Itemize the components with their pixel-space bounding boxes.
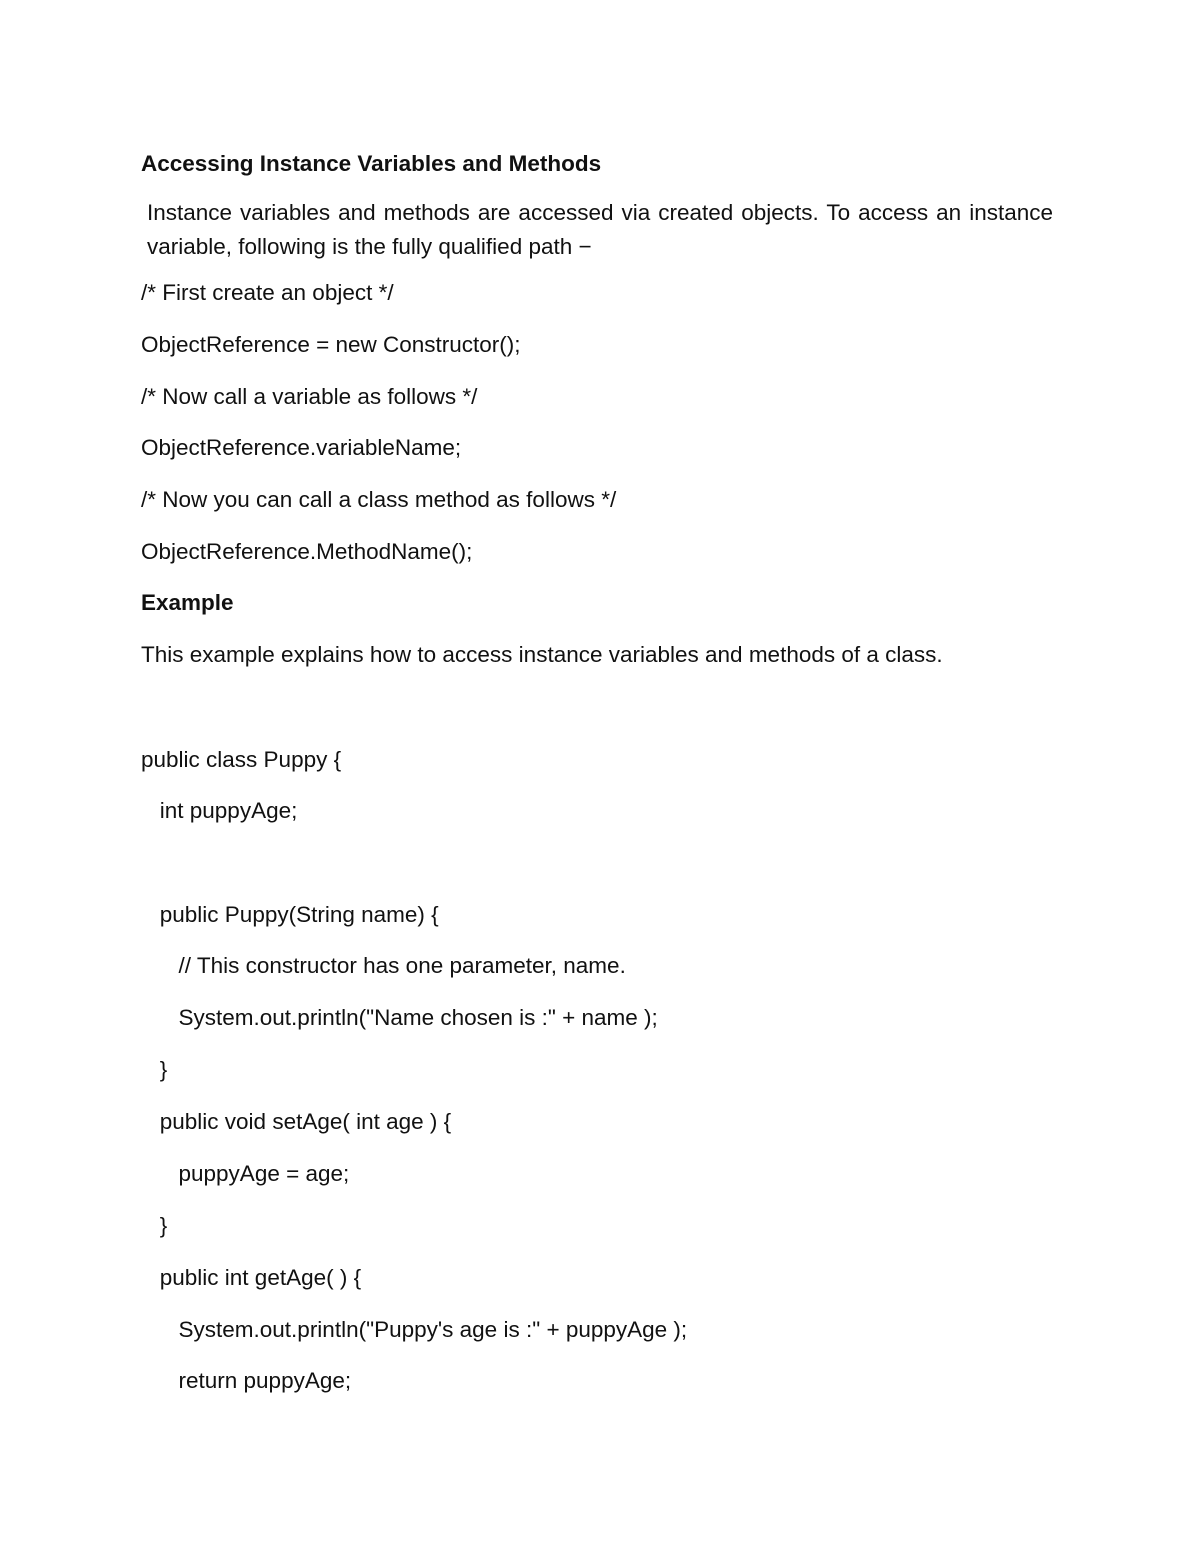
- snippet-line: /* First create an object */: [141, 280, 394, 305]
- code-line: public class Puppy {: [141, 747, 342, 772]
- code-line: System.out.println("Puppy's age is :" + puppyAge );: [141, 1317, 688, 1342]
- snippet-line: ObjectReference = new Constructor();: [141, 332, 521, 357]
- code-line: public Puppy(String name) {: [141, 902, 439, 927]
- code-line: public void setAge( int age ) {: [141, 1109, 452, 1134]
- code-line: }: [141, 1213, 168, 1238]
- code-line: return puppyAge;: [141, 1368, 352, 1393]
- intro-paragraph: Instance variables and methods are accessed via created objects. To access an instance variable, following is the fully qualified path −: [147, 200, 1053, 259]
- code-line: puppyAge = age;: [141, 1161, 350, 1186]
- code-line: }: [141, 1057, 168, 1082]
- snippet-line: /* Now call a variable as follows */: [141, 384, 478, 409]
- code-line: System.out.println("Name chosen is :" + name );: [141, 1005, 658, 1030]
- snippet-line: ObjectReference.variableName;: [141, 435, 462, 460]
- example-description: This example explains how to access instance variables and methods of a class.: [141, 642, 943, 667]
- example-heading: Example: [141, 590, 234, 615]
- code-line: public int getAge( ) {: [141, 1265, 362, 1290]
- snippet-line: ObjectReference.MethodName();: [141, 539, 473, 564]
- snippet-line: /* Now you can call a class method as follows */: [141, 487, 617, 512]
- section-title: Accessing Instance Variables and Methods: [141, 151, 602, 176]
- code-line: int puppyAge;: [141, 798, 298, 823]
- code-line: // This constructor has one parameter, name.: [141, 953, 626, 978]
